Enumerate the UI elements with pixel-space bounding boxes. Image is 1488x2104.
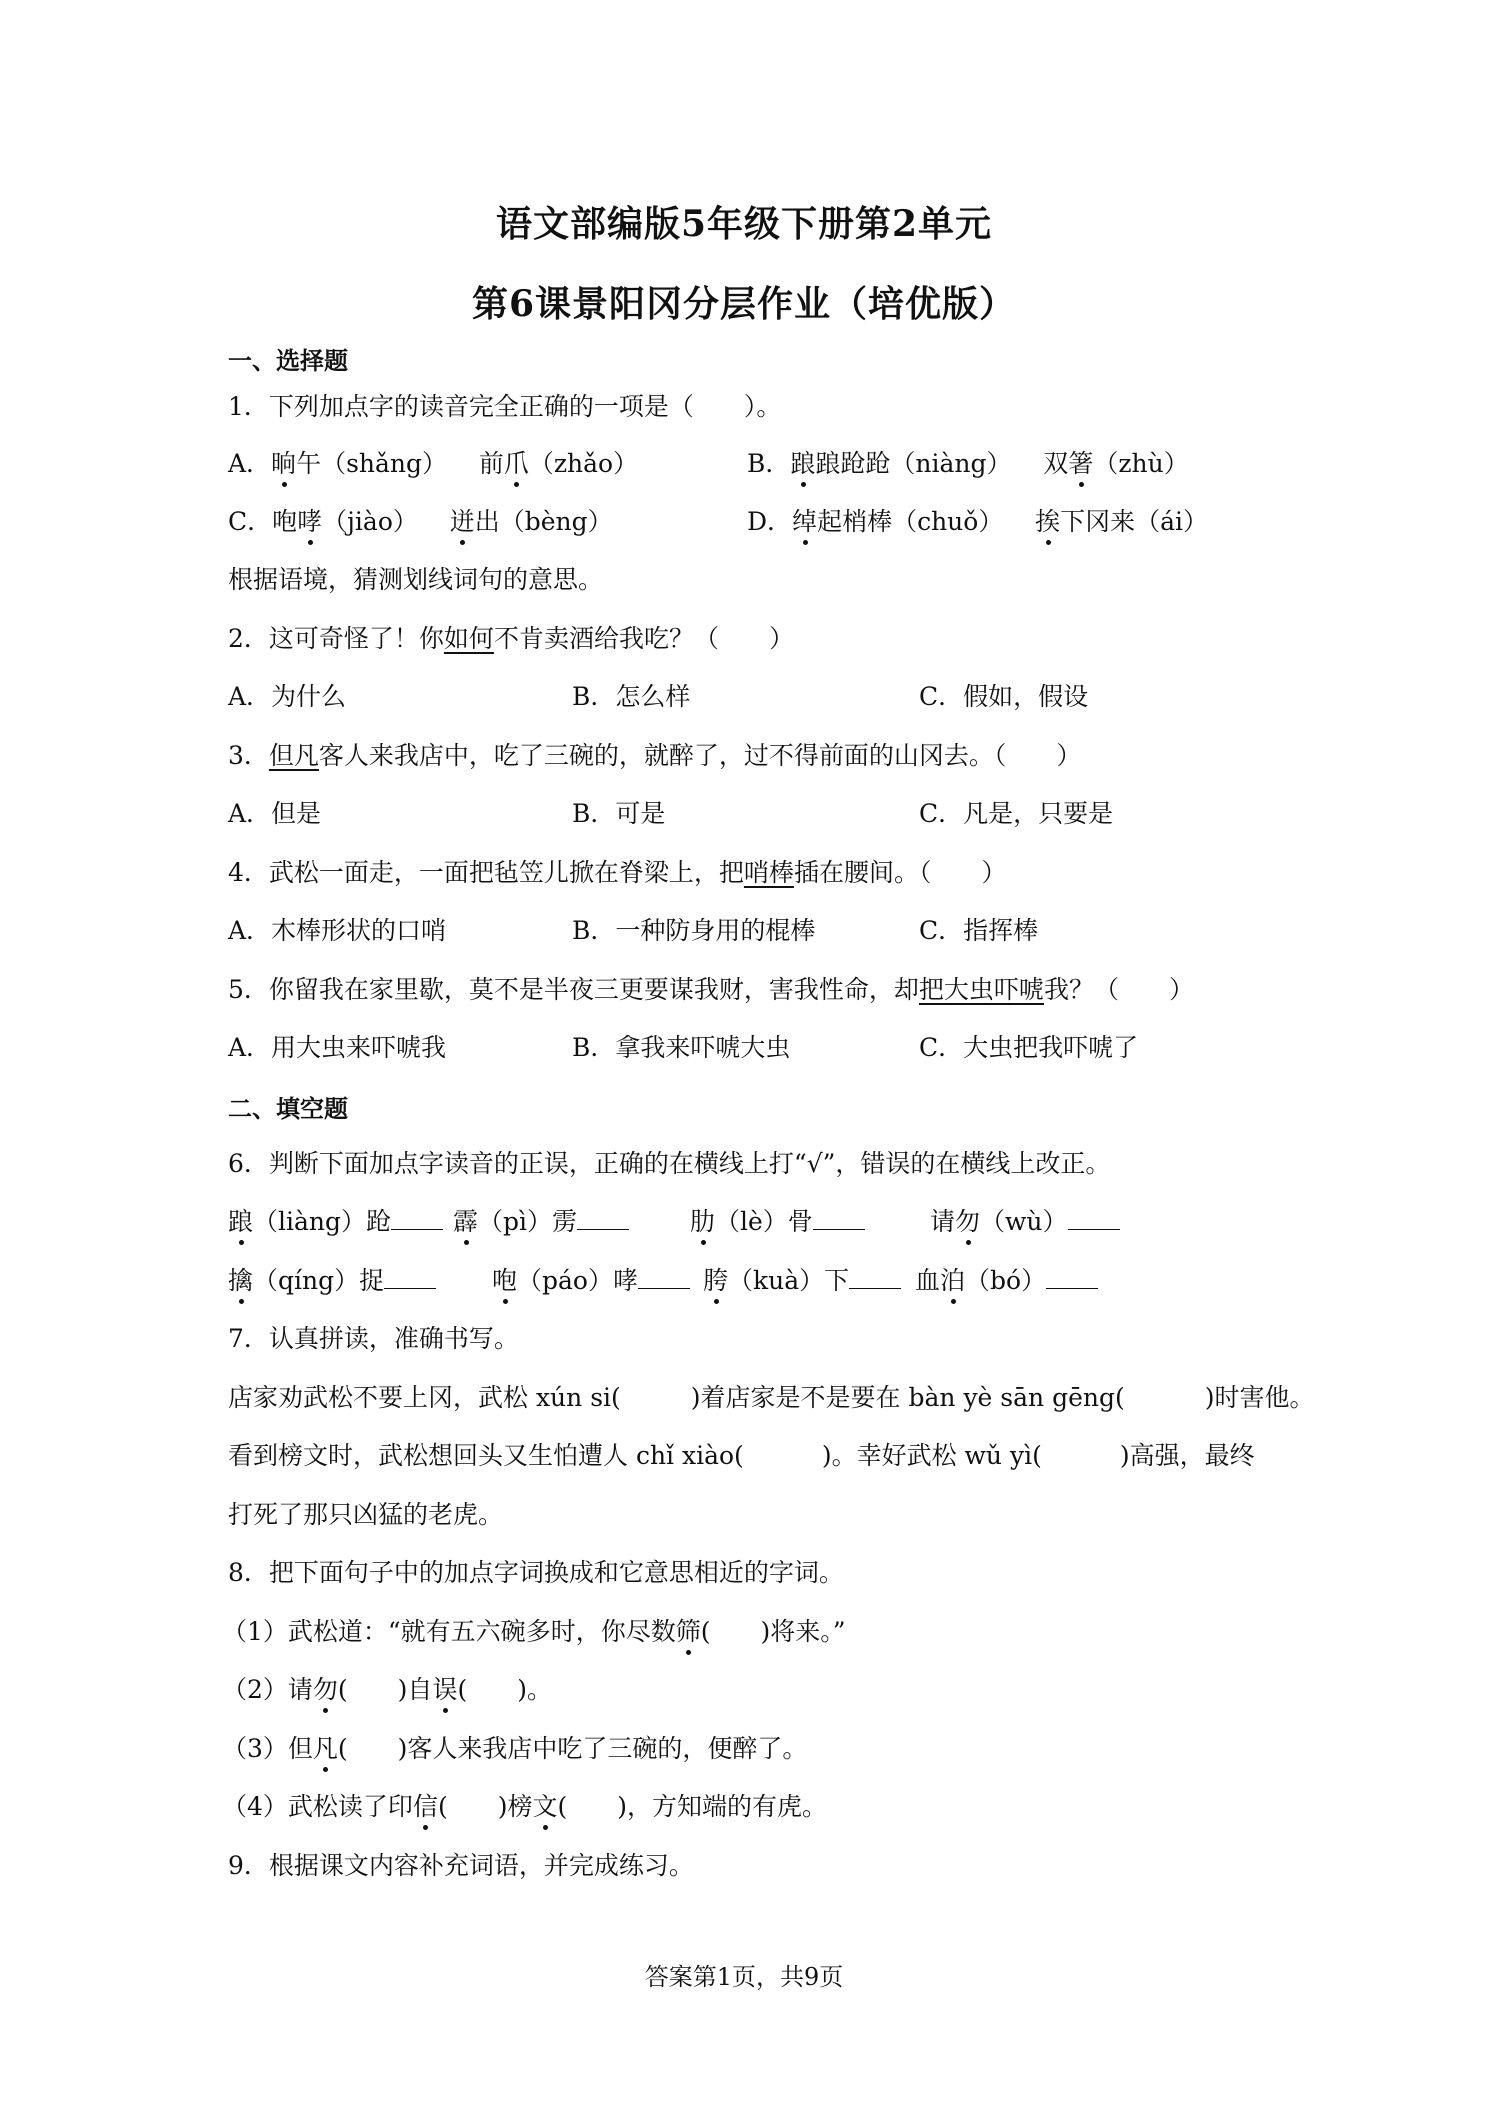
q4-option-b: B．一种防身用的棍棒 — [572, 916, 816, 945]
q6-item-7: 胯（kuà）下 — [703, 1264, 901, 1298]
q7-line-2: 看到榜文时，武松想回头又生怕遭人 chǐ xiào( )。幸好武松 wǔ yì( )高强，最终 — [228, 1441, 1255, 1470]
guide-text: 根据语境，猜测划线词句的意思。 — [228, 565, 604, 594]
q2-option-b: B．怎么样 — [572, 682, 691, 711]
answer-blank[interactable] — [384, 1268, 436, 1289]
page-footer: 答案第1页，共9页 — [644, 1963, 844, 1991]
section-fill-heading: 二、填空题 — [228, 1094, 348, 1123]
q6-item-3: 肋（lè）骨 — [690, 1205, 865, 1239]
answer-blank[interactable] — [813, 1209, 865, 1230]
q4-stem: 4．武松一面走，一面把毡笠儿掀在脊梁上，把哨棒插在腰间。（ ） — [228, 858, 1007, 887]
q7-stem: 7．认真拼读，准确书写。 — [228, 1324, 519, 1353]
q8-sentence-1: （1）武松道：“就有五六碗多时，你尽数筛( )将来。” — [222, 1615, 846, 1649]
answer-blank[interactable] — [577, 1209, 629, 1230]
answer-blank[interactable] — [391, 1209, 443, 1230]
q4-option-a: A．木棒形状的口哨 — [228, 916, 447, 945]
answer-blank[interactable] — [1068, 1209, 1120, 1230]
q6-item-8: 血泊（bó） — [915, 1264, 1098, 1298]
q1-option-a: A．晌午（shǎng） 前爪（zhǎo） — [228, 447, 638, 481]
q5-stem: 5．你留我在家里歇，莫不是半夜三更要谋我财，害我性命，却把大虫吓唬我？（ ） — [228, 975, 1194, 1004]
q8-stem: 8．把下面句子中的加点字词换成和它意思相近的字词。 — [228, 1558, 844, 1587]
q1-option-c: C．咆哮（jiào） 迸出（bèng） — [228, 505, 613, 539]
q6-item-4: 请勿（wù） — [930, 1205, 1120, 1239]
q5-option-a: A．用大虫来吓唬我 — [228, 1033, 447, 1062]
q3-option-a: A．但是 — [228, 799, 322, 828]
q5-option-b: B．拿我来吓唬大虫 — [572, 1033, 791, 1062]
q5-option-c: C．大虫把我吓唬了 — [919, 1033, 1139, 1062]
q2-option-c: C．假如，假设 — [919, 682, 1089, 711]
q6-item-2: 霹（pì）雳 — [453, 1205, 629, 1239]
q1-option-d: D．绰起梢棒（chuǒ） 挨下冈来（ái） — [747, 505, 1208, 539]
q4-option-c: C．指挥棒 — [919, 916, 1039, 945]
q6-stem: 6．判断下面加点字读音的正误，正确的在横线上打“√”，错误的在横线上改正。 — [228, 1149, 1111, 1178]
title-line-2: 第6课景阳冈分层作业（培优版） — [471, 283, 1017, 325]
q7-line-1: 店家劝武松不要上冈，武松 xún si( )着店家是不是要在 bàn yè sān gēng( )时害他。 — [228, 1383, 1315, 1412]
answer-blank[interactable] — [638, 1268, 690, 1289]
q3-option-b: B．可是 — [572, 799, 666, 828]
q6-item-6: 咆（páo）哮 — [492, 1264, 690, 1298]
q7-line-3: 打死了那只凶猛的老虎。 — [228, 1500, 504, 1529]
q8-sentence-3: （3）但凡( )客人来我店中吃了三碗的，便醉了。 — [222, 1732, 807, 1766]
title-line-1: 语文部编版5年级下册第2单元 — [495, 203, 993, 245]
q8-sentence-2: （2）请勿( )自误( )。 — [222, 1673, 552, 1707]
q2-stem: 2．这可奇怪了！你如何不肯卖酒给我吃？（ ） — [228, 624, 794, 653]
q8-sentence-4: （4）武松读了印信( )榜文( )，方知端的有虎。 — [222, 1790, 827, 1824]
q6-item-1: 踉（liàng）跄 — [228, 1205, 443, 1239]
answer-blank[interactable] — [849, 1268, 901, 1289]
q3-stem: 3．但凡客人来我店中，吃了三碗的，就醉了，过不得前面的山冈去。（ ） — [228, 741, 1082, 770]
q2-option-a: A．为什么 — [228, 682, 347, 711]
section-choice-heading: 一、选择题 — [228, 346, 348, 375]
answer-blank[interactable] — [1046, 1268, 1098, 1289]
q3-option-c: C．凡是，只要是 — [919, 799, 1114, 828]
q9-stem: 9．根据课文内容补充词语，并完成练习。 — [228, 1851, 694, 1880]
q1-stem: 1．下列加点字的读音完全正确的一项是（ ）。 — [228, 392, 782, 421]
q6-item-5: 擒（qíng）捉 — [228, 1264, 436, 1298]
q1-option-b: B．踉踉跄跄（niàng） 双箸（zhù） — [747, 447, 1189, 481]
